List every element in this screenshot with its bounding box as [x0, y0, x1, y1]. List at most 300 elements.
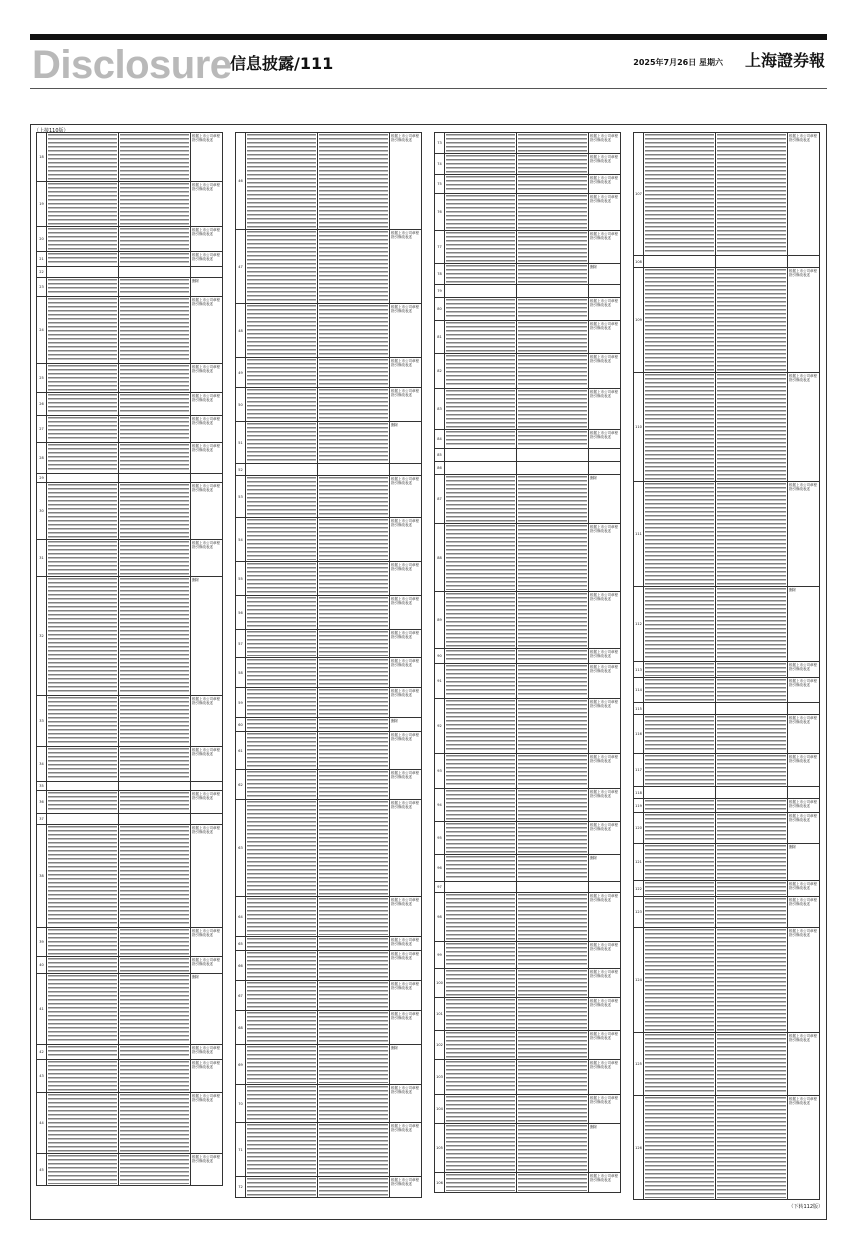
amendment-row — [235, 303, 422, 357]
amendment-note — [190, 267, 223, 277]
amendment-note: 根据上市公司章程指引修改表述 — [389, 358, 422, 387]
amendment-note: 删除 — [588, 1124, 621, 1172]
issue-date: 2025年7月26日 星期六 — [633, 58, 723, 67]
revised-clause-text — [516, 1095, 588, 1123]
revised-clause-text — [516, 754, 588, 788]
clause-number: 112 — [633, 587, 643, 661]
revised-clause-text — [118, 577, 190, 695]
amendment-note: 根据上市公司章程指引修改表述 — [787, 678, 820, 702]
clause-number: 41 — [36, 974, 46, 1044]
clause-number: 18 — [36, 133, 46, 181]
clause-number: 55 — [235, 562, 245, 595]
amendment-note: 根据上市公司章程指引修改表述 — [389, 476, 422, 517]
clause-number: 80 — [434, 298, 444, 320]
amendment-row — [36, 132, 223, 181]
original-clause-text — [643, 881, 715, 896]
revised-clause-text — [516, 475, 588, 523]
clause-number: 27 — [36, 416, 46, 442]
amendment-note: 根据上市公司章程指引修改表述 — [588, 154, 621, 174]
amendment-row — [434, 297, 621, 320]
amendment-row — [36, 473, 223, 482]
amendment-note: 根据上市公司章程指引修改表述 — [190, 182, 223, 226]
clause-number: 126 — [633, 1096, 643, 1199]
amendment-row — [235, 657, 422, 687]
amendment-row — [633, 255, 820, 267]
amendment-note: 根据上市公司章程指引修改表述 — [588, 133, 621, 153]
amendment-note: 根据上市公司章程指引修改表述 — [588, 664, 621, 698]
amendment-row — [434, 663, 621, 698]
original-clause-text — [444, 194, 516, 230]
clause-number: 62 — [235, 770, 245, 799]
revised-clause-text — [317, 422, 389, 463]
clause-number: 21 — [36, 252, 46, 266]
amendment-row — [235, 517, 422, 561]
clause-number: 108 — [633, 256, 643, 267]
amendment-row — [633, 702, 820, 714]
revised-clause-text — [715, 678, 787, 702]
amendment-note: 根据上市公司章程指引修改表述 — [190, 297, 223, 363]
revised-clause-text — [317, 658, 389, 687]
amendment-row — [36, 363, 223, 392]
revised-clause-text — [516, 998, 588, 1030]
amendment-row — [235, 595, 422, 629]
amendment-row — [434, 353, 621, 388]
original-clause-text — [245, 658, 317, 687]
amendment-row — [36, 442, 223, 473]
amendment-note: 根据上市公司章程指引修改表述 — [389, 388, 422, 421]
original-clause-text — [444, 462, 516, 474]
revised-clause-text — [516, 133, 588, 153]
original-clause-text — [444, 298, 516, 320]
amendment-row — [434, 753, 621, 788]
amendment-note: 根据上市公司章程指引修改表述 — [389, 658, 422, 687]
amendment-row — [235, 475, 422, 517]
clause-number: 24 — [36, 297, 46, 363]
clause-number: 73 — [434, 133, 444, 153]
amendment-note — [588, 449, 621, 461]
amendment-note: 根据上市公司章程指引修改表述 — [389, 981, 422, 1010]
original-clause-text — [245, 230, 317, 303]
clause-number: 114 — [633, 678, 643, 702]
clause-number: 101 — [434, 998, 444, 1030]
revised-clause-text — [715, 754, 787, 786]
clause-number: 36 — [36, 791, 46, 813]
amendment-note: 根据上市公司章程指引修改表述 — [190, 393, 223, 415]
revised-clause-text — [317, 732, 389, 769]
amendment-note: 删除 — [190, 278, 223, 296]
original-clause-text — [245, 1177, 317, 1197]
original-clause-text — [444, 133, 516, 153]
original-clause-text — [245, 476, 317, 517]
amendment-row — [235, 717, 422, 731]
amendment-note: 根据上市公司章程指引修改表述 — [190, 364, 223, 392]
clause-number: 90 — [434, 649, 444, 663]
original-clause-text — [46, 1093, 118, 1153]
revised-clause-text — [118, 416, 190, 442]
original-clause-text — [643, 678, 715, 702]
amendment-row — [36, 956, 223, 973]
original-clause-text — [46, 928, 118, 956]
amendment-note: 根据上市公司章程指引修改表述 — [588, 998, 621, 1030]
original-clause-text — [245, 464, 317, 475]
original-clause-text — [444, 754, 516, 788]
revised-clause-text — [317, 951, 389, 980]
amendment-note: 根据上市公司章程指引修改表述 — [389, 1123, 422, 1176]
original-clause-text — [643, 482, 715, 586]
clause-number: 51 — [235, 422, 245, 463]
amendment-row — [36, 296, 223, 363]
original-clause-text — [46, 483, 118, 539]
clause-number: 75 — [434, 175, 444, 193]
clause-number: 95 — [434, 822, 444, 854]
clause-number: 115 — [633, 703, 643, 714]
amendment-note: 根据上市公司章程指引修改表述 — [588, 321, 621, 353]
original-clause-text — [46, 416, 118, 442]
clause-number: 113 — [633, 662, 643, 677]
amendment-row — [434, 881, 621, 892]
amendment-note: 根据上市公司章程指引修改表述 — [190, 540, 223, 576]
revised-clause-text — [715, 881, 787, 896]
amendment-row — [235, 629, 422, 657]
original-clause-text — [444, 475, 516, 523]
amendment-note: 删除 — [787, 844, 820, 880]
clause-number: 76 — [434, 194, 444, 230]
section-title: 信息披露/111 — [230, 54, 334, 73]
revised-clause-text — [317, 897, 389, 936]
clause-number: 84 — [434, 430, 444, 448]
amendment-note: 根据上市公司章程指引修改表述 — [588, 592, 621, 648]
amendment-note: 根据上市公司章程指引修改表述 — [389, 732, 422, 769]
original-clause-text — [245, 1085, 317, 1122]
revised-clause-text — [516, 430, 588, 448]
revised-clause-text — [516, 969, 588, 997]
amendment-row — [235, 799, 422, 896]
clause-number: 53 — [235, 476, 245, 517]
clause-number: 86 — [434, 462, 444, 474]
amendment-note: 根据上市公司章程指引修改表述 — [588, 175, 621, 193]
clause-number: 88 — [434, 524, 444, 591]
original-clause-text — [46, 782, 118, 790]
original-clause-text — [46, 1060, 118, 1092]
original-clause-text — [46, 747, 118, 781]
amendment-row — [434, 648, 621, 663]
amendment-row — [235, 229, 422, 303]
amendment-note — [588, 285, 621, 297]
original-clause-text — [245, 897, 317, 936]
revised-clause-text — [118, 957, 190, 973]
revised-clause-text — [118, 278, 190, 296]
original-clause-text — [643, 256, 715, 267]
original-clause-text — [444, 942, 516, 968]
amendment-row — [235, 387, 422, 421]
amendment-note: 删除 — [588, 855, 621, 881]
original-clause-text — [444, 524, 516, 591]
revised-clause-text — [715, 813, 787, 843]
amendment-row — [434, 523, 621, 591]
amendment-note: 删除 — [190, 577, 223, 695]
revised-clause-text — [317, 1045, 389, 1084]
revised-clause-text — [118, 928, 190, 956]
amendment-row — [633, 267, 820, 372]
revised-clause-text — [317, 464, 389, 475]
revised-clause-text — [118, 227, 190, 251]
revised-clause-text — [715, 928, 787, 1032]
amendment-note: 根据上市公司章程指引修改表述 — [190, 252, 223, 266]
clause-number: 120 — [633, 813, 643, 843]
amendment-row — [434, 461, 621, 474]
clause-number: 116 — [633, 715, 643, 753]
amendment-note: 根据上市公司章程指引修改表述 — [389, 951, 422, 980]
continued-from-label: （上接110版） — [34, 128, 69, 134]
revised-clause-text — [516, 321, 588, 353]
amendment-row — [434, 997, 621, 1030]
revised-clause-text — [516, 285, 588, 297]
amendment-note: 根据上市公司章程指引修改表述 — [588, 969, 621, 997]
clause-number: 40 — [36, 957, 46, 973]
amendment-note: 根据上市公司章程指引修改表述 — [190, 1093, 223, 1153]
revised-clause-text — [516, 1173, 588, 1192]
newspaper-logo: 上海證券報 — [744, 51, 825, 70]
amendment-note: 根据上市公司章程指引修改表述 — [389, 1011, 422, 1044]
amendment-note: 根据上市公司章程指引修改表述 — [588, 354, 621, 388]
revised-clause-text — [118, 474, 190, 482]
original-clause-text — [643, 1033, 715, 1095]
clause-number: 37 — [36, 814, 46, 824]
amendment-row — [633, 843, 820, 880]
original-clause-text — [444, 430, 516, 448]
amendment-row — [434, 1172, 621, 1193]
original-clause-text — [245, 688, 317, 717]
clause-number: 25 — [36, 364, 46, 392]
amendment-row — [633, 798, 820, 812]
amendment-row — [633, 812, 820, 843]
clause-number: 91 — [434, 664, 444, 698]
clause-number: 121 — [633, 844, 643, 880]
clause-number: 19 — [36, 182, 46, 226]
clause-number: 70 — [235, 1085, 245, 1122]
original-clause-text — [444, 969, 516, 997]
amendment-note: 根据上市公司章程指引修改表述 — [389, 518, 422, 561]
original-clause-text — [46, 1045, 118, 1059]
amendment-row — [36, 539, 223, 576]
clause-number: 123 — [633, 897, 643, 927]
original-clause-text — [444, 664, 516, 698]
original-clause-text — [245, 596, 317, 629]
amendment-row — [235, 561, 422, 595]
amendment-note: 根据上市公司章程指引修改表述 — [190, 227, 223, 251]
original-clause-text — [245, 562, 317, 595]
amendment-row — [633, 880, 820, 896]
revised-clause-text — [516, 298, 588, 320]
revised-clause-text — [317, 562, 389, 595]
amendment-row — [434, 174, 621, 193]
original-clause-text — [643, 897, 715, 927]
clause-number: 47 — [235, 230, 245, 303]
amendment-row — [235, 687, 422, 717]
clause-number: 79 — [434, 285, 444, 297]
amendment-note: 根据上市公司章程指引修改表述 — [588, 893, 621, 941]
original-clause-text — [46, 474, 118, 482]
original-clause-text — [245, 718, 317, 731]
revised-clause-text — [118, 825, 190, 927]
clause-number: 50 — [235, 388, 245, 421]
clause-number: 54 — [235, 518, 245, 561]
original-clause-text — [643, 813, 715, 843]
original-clause-text — [46, 267, 118, 277]
amendment-note — [190, 814, 223, 824]
amendment-row — [434, 448, 621, 461]
clause-number: 122 — [633, 881, 643, 896]
amendment-row — [434, 230, 621, 263]
revised-clause-text — [118, 267, 190, 277]
amendment-row — [36, 813, 223, 824]
clause-number: 82 — [434, 354, 444, 388]
amendment-row — [434, 591, 621, 648]
revised-clause-text — [715, 256, 787, 267]
clause-number: 71 — [235, 1123, 245, 1176]
amendment-row — [434, 941, 621, 968]
amendment-note: 根据上市公司章程指引修改表述 — [588, 1031, 621, 1059]
clause-number: 98 — [434, 893, 444, 941]
original-clause-text — [444, 1031, 516, 1059]
amendment-note — [190, 474, 223, 482]
original-clause-text — [643, 787, 715, 798]
clause-number: 124 — [633, 928, 643, 1032]
amendment-note: 根据上市公司章程指引修改表述 — [389, 897, 422, 936]
amendment-row — [36, 790, 223, 813]
amendment-note: 根据上市公司章程指引修改表述 — [190, 1045, 223, 1059]
clause-number: 60 — [235, 718, 245, 731]
original-clause-text — [46, 957, 118, 973]
revised-clause-text — [715, 133, 787, 255]
revised-clause-text — [118, 182, 190, 226]
clause-number: 42 — [36, 1045, 46, 1059]
clause-number: 109 — [633, 268, 643, 372]
clause-number: 87 — [434, 475, 444, 523]
revised-clause-text — [516, 855, 588, 881]
amendment-row — [633, 1095, 820, 1200]
original-clause-text — [643, 1096, 715, 1199]
amendment-note: 根据上市公司章程指引修改表述 — [190, 1154, 223, 1185]
original-clause-text — [245, 800, 317, 896]
original-clause-text — [245, 422, 317, 463]
amendment-row — [235, 1010, 422, 1044]
top-rule — [30, 34, 827, 40]
original-clause-text — [245, 770, 317, 799]
revised-clause-text — [516, 1124, 588, 1172]
masthead — [30, 44, 827, 86]
revised-clause-text — [516, 592, 588, 648]
original-clause-text — [643, 754, 715, 786]
amendment-note: 删除 — [389, 422, 422, 463]
clause-number: 63 — [235, 800, 245, 896]
amendment-row — [633, 372, 820, 481]
amendment-row — [36, 277, 223, 296]
amendment-note: 根据上市公司章程指引修改表述 — [190, 443, 223, 473]
revised-clause-text — [516, 942, 588, 968]
amendment-row — [633, 927, 820, 1032]
amendment-row — [633, 677, 820, 702]
amendment-note: 根据上市公司章程指引修改表述 — [190, 416, 223, 442]
clause-number: 26 — [36, 393, 46, 415]
original-clause-text — [444, 699, 516, 753]
amendment-row — [633, 714, 820, 753]
original-clause-text — [46, 227, 118, 251]
revised-clause-text — [118, 747, 190, 781]
original-clause-text — [444, 822, 516, 854]
amendment-row — [36, 1059, 223, 1092]
original-clause-text — [245, 1011, 317, 1044]
amendment-row — [633, 896, 820, 927]
clause-number: 39 — [36, 928, 46, 956]
amendment-row — [434, 698, 621, 753]
clause-number: 78 — [434, 264, 444, 284]
clause-number: 96 — [434, 855, 444, 881]
amendment-note — [787, 787, 820, 798]
amendment-row — [235, 896, 422, 936]
amendment-row — [36, 266, 223, 277]
amendment-row — [434, 1123, 621, 1172]
amendment-row — [235, 132, 422, 229]
clause-number: 119 — [633, 799, 643, 812]
original-clause-text — [245, 732, 317, 769]
original-clause-text — [245, 951, 317, 980]
original-clause-text — [245, 133, 317, 229]
revised-clause-text — [516, 649, 588, 663]
revised-clause-text — [118, 364, 190, 392]
clause-number: 29 — [36, 474, 46, 482]
amendment-note: 根据上市公司章程指引修改表述 — [787, 482, 820, 586]
revised-clause-text — [516, 449, 588, 461]
amendment-row — [36, 781, 223, 790]
amendment-note — [190, 782, 223, 790]
amendment-row — [434, 284, 621, 297]
clause-number: 97 — [434, 882, 444, 892]
amendment-row — [36, 415, 223, 442]
original-clause-text — [46, 252, 118, 266]
original-clause-text — [46, 696, 118, 746]
amendment-note — [787, 703, 820, 714]
amendment-note: 根据上市公司章程指引修改表述 — [787, 1033, 820, 1095]
clause-number: 34 — [36, 747, 46, 781]
amendment-row — [434, 1059, 621, 1094]
clause-number: 92 — [434, 699, 444, 753]
amendment-row — [434, 821, 621, 854]
amendment-row — [36, 576, 223, 695]
original-clause-text — [444, 321, 516, 353]
revised-clause-text — [317, 518, 389, 561]
original-clause-text — [643, 662, 715, 677]
amendment-note: 根据上市公司章程指引修改表述 — [389, 1177, 422, 1197]
amendment-row — [235, 731, 422, 769]
original-clause-text — [643, 715, 715, 753]
revised-clause-text — [118, 1093, 190, 1153]
clause-number: 72 — [235, 1177, 245, 1197]
amendment-note: 根据上市公司章程指引修改表述 — [588, 942, 621, 968]
revised-clause-text — [715, 715, 787, 753]
clause-number: 61 — [235, 732, 245, 769]
amendment-note — [389, 464, 422, 475]
original-clause-text — [245, 1123, 317, 1176]
revised-clause-text — [516, 789, 588, 821]
revised-clause-text — [317, 800, 389, 896]
original-clause-text — [643, 799, 715, 812]
amendment-note: 根据上市公司章程指引修改表述 — [588, 699, 621, 753]
original-clause-text — [46, 791, 118, 813]
clause-number: 65 — [235, 937, 245, 950]
original-clause-text — [444, 1060, 516, 1094]
continued-to-label: （下转112版） — [788, 1204, 823, 1210]
